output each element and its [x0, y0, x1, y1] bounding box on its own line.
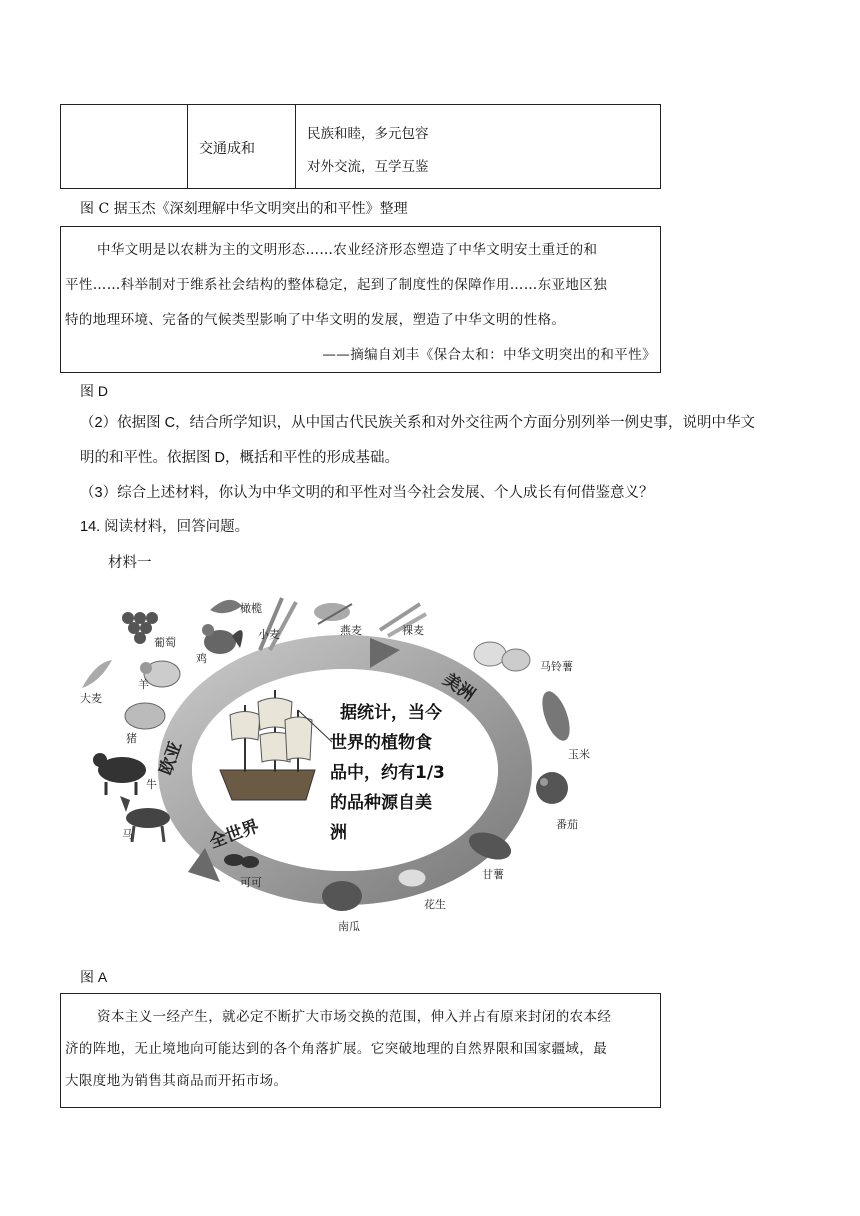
figure-d-line-3: 特的地理环境、完备的气候类型影响了中华文明的发展，塑造了中华文明的性格。	[65, 312, 566, 328]
material-line-3: 大限度地为销售其商品而开拓市场。	[65, 1073, 288, 1089]
figure-d-caption: 图 D	[80, 383, 108, 399]
label-grape: 葡萄	[154, 636, 176, 649]
figure-a-caption: 图 A	[80, 969, 108, 985]
oat-icon	[314, 603, 352, 624]
summary-table	[60, 104, 661, 189]
rooster-icon	[202, 624, 243, 654]
tomato-icon	[536, 772, 568, 804]
material-1-label: 材料一	[108, 555, 152, 571]
corn-icon	[537, 688, 575, 744]
label-chicken: 鸡	[196, 652, 207, 665]
question-2-line-1: （2）依据图 C，结合所学知识，从中国古代民族关系和对外交往两个方面分别列举一例史事，说明中华文	[80, 415, 756, 431]
label-potato: 马铃薯	[540, 660, 573, 673]
table-divider-1	[187, 105, 188, 188]
label-tomato: 番茄	[556, 818, 578, 831]
columbian-exchange-figure	[70, 590, 610, 960]
olive-icon	[210, 600, 242, 613]
question-14: 14. 阅读材料，回答问题。	[80, 519, 250, 535]
figure-d-source: ——摘编自刘丰《保合太和：中华文明突出的和平性》	[322, 347, 656, 363]
center-text-line-4: 的品种源自美	[330, 793, 432, 813]
potato-icon	[474, 642, 530, 671]
pumpkin-icon	[322, 881, 362, 911]
label-corn: 玉米	[568, 748, 590, 761]
arrow-label-americas: 美洲	[439, 669, 479, 706]
table-cell-line1: 民族和睦，多元包容	[307, 126, 429, 142]
table-cell-line2: 对外交流，互学互鉴	[307, 159, 429, 175]
label-sheep: 羊	[138, 678, 149, 691]
label-ox: 牛	[146, 778, 157, 791]
figure-d-line-2: 平性……科举制对于维系社会结构的整体稳定，起到了制度性的保障作用……东亚地区独	[65, 277, 608, 293]
center-text-line-1: 据统计，当今	[340, 703, 442, 723]
label-horse: 马	[122, 828, 133, 841]
label-pig: 猪	[126, 732, 137, 745]
table-cell-category: 交通成和	[199, 141, 255, 157]
question-3: （3）综合上述材料，你认为中华文明的和平性对当今社会发展、个人成长有何借鉴意义？	[80, 485, 654, 501]
grape-icon	[122, 612, 158, 644]
center-text-line-5: 洲	[330, 823, 347, 843]
figure-d-line-1: 中华文明是以农耕为主的文明形态……农业经济形态塑造了中华文明安土重迁的和	[97, 242, 598, 258]
label-wheat: 小麦	[258, 628, 280, 641]
barley-icon	[82, 660, 112, 688]
material-box	[60, 993, 661, 1108]
figure-d-box	[60, 226, 661, 373]
material-line-1: 资本主义一经产生，就必定不断扩大市场交换的范围，伸入并占有原来封闭的农本经	[97, 1009, 612, 1025]
center-text-line-3: 品中，约有1/3	[330, 763, 445, 783]
figure-c-caption: 图 C 据玉杰《深刻理解中华文明突出的和平性》整理	[80, 201, 408, 217]
center-text-line-2: 世界的植物食	[330, 733, 432, 753]
arrow-label-eurasia: 欧亚	[155, 738, 187, 778]
material-line-2: 济的阵地，无止境地向可能达到的各个角落扩展。它突破地理的自然界限和国家疆域，最	[65, 1041, 608, 1057]
label-barley: 大麦	[80, 692, 102, 705]
label-peanut: 花生	[424, 898, 446, 911]
label-sweet-potato: 甘薯	[482, 868, 504, 881]
label-pumpkin: 南瓜	[338, 920, 360, 933]
label-olive: 橄榄	[240, 602, 262, 615]
label-cocoa: 可可	[240, 876, 262, 889]
peanut-icon	[398, 869, 426, 887]
question-2-line-2: 明的和平性。依据图 D，概括和平性的形成基础。	[80, 450, 399, 466]
pig-icon	[125, 703, 165, 729]
table-divider-2	[295, 105, 296, 188]
bull-icon	[93, 753, 146, 795]
label-rye: 裸麦	[402, 624, 424, 637]
label-oat: 燕麦	[340, 624, 362, 637]
arrow-label-world: 全世界	[206, 816, 262, 853]
